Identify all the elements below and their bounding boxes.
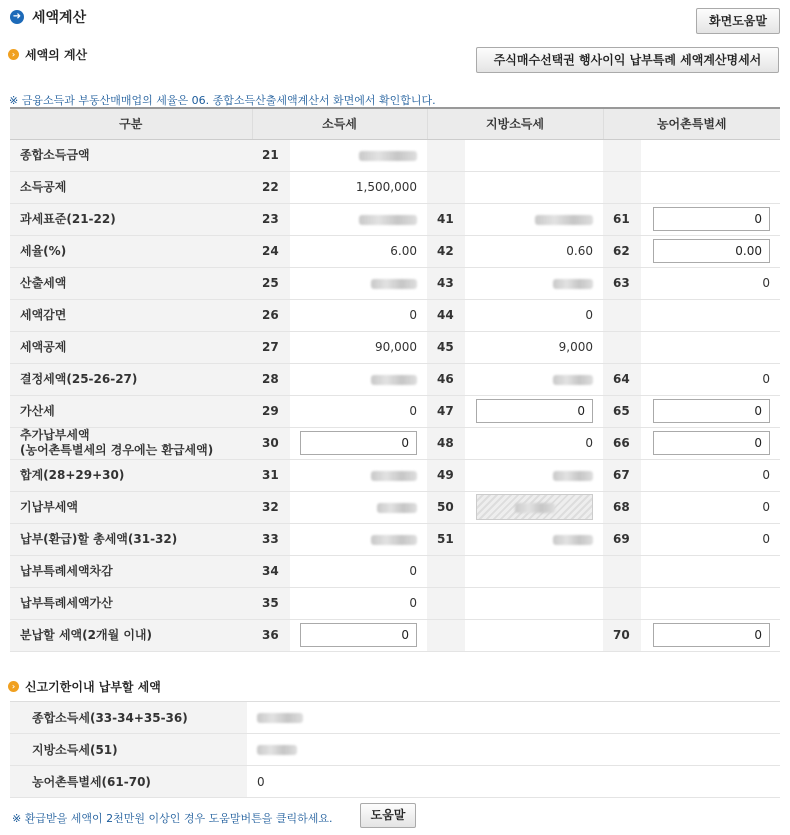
page-header [10, 6, 86, 28]
notice-text: ※ 금융소득과 부동산매매업의 세율은 06. 종합소득산출세액계산서 화면에서 확인합니다. [9, 94, 436, 107]
table-row [10, 331, 780, 363]
arrow-right-circle-icon: ➜ [10, 10, 24, 24]
row-number: 22 [252, 171, 290, 203]
table-row [10, 363, 780, 395]
table-row [10, 491, 780, 523]
row-number: 70 [603, 619, 641, 651]
tax-base-rural-input[interactable]: 0 [653, 207, 770, 231]
row-value: 0 [290, 555, 427, 587]
row-number: 34 [252, 555, 290, 587]
help-button[interactable]: 도움말 [360, 803, 416, 828]
row-label: 산출세액 [10, 267, 252, 299]
row-value: 0.60 [465, 235, 603, 267]
installment-tax-income-input[interactable]: 0 [300, 623, 417, 647]
bullet-icon: › [8, 49, 19, 60]
summary-value: 0 [247, 766, 780, 798]
row-number: 31 [252, 459, 290, 491]
column-header-category: 구분 [10, 108, 252, 139]
table-row [10, 139, 780, 171]
row-value: 0 [641, 459, 780, 491]
row-label: 소득공제 [10, 171, 252, 203]
row-value: 0 [290, 587, 427, 619]
row-label: 결정세액(25-26-27) [10, 363, 252, 395]
row-number: 64 [603, 363, 641, 395]
row-number: 68 [603, 491, 641, 523]
row-number: 69 [603, 523, 641, 555]
row-value: 0 [641, 523, 780, 555]
row-value: 0 [290, 299, 427, 331]
row-label: 분납할 세액(2개월 이내) [10, 619, 252, 651]
table-row [10, 267, 780, 299]
row-number: 49 [427, 459, 465, 491]
penalty-tax-rural-input[interactable]: 0 [653, 399, 770, 423]
row-number: 33 [252, 523, 290, 555]
payable-tax-summary-table [10, 701, 780, 798]
row-number: 62 [603, 235, 641, 267]
row-label: 세액공제 [10, 331, 252, 363]
value-masked [290, 203, 427, 235]
value-masked [465, 523, 603, 555]
value-masked [290, 523, 427, 555]
summary-row [10, 734, 780, 766]
row-number: 27 [252, 331, 290, 363]
row-number: 32 [252, 491, 290, 523]
value-masked [290, 267, 427, 299]
row-value: 0 [465, 427, 603, 459]
row-number: 23 [252, 203, 290, 235]
row-label-sub: (농어촌특별세의 경우에는 환급세액) [20, 443, 214, 457]
row-number: 24 [252, 235, 290, 267]
row-number: 48 [427, 427, 465, 459]
table-row [10, 203, 780, 235]
refund-notice-text: ※ 환급받을 세액이 2천만원 이상인 경우 도움말버튼을 클릭하세요. [12, 812, 333, 825]
row-number: 28 [252, 363, 290, 395]
row-label: 종합소득금액 [10, 139, 252, 171]
section-payable-tax-header [8, 677, 161, 695]
table-row [10, 523, 780, 555]
row-number: 36 [252, 619, 290, 651]
row-number: 35 [252, 587, 290, 619]
row-number: 41 [427, 203, 465, 235]
value-masked [290, 491, 427, 523]
summary-label: 지방소득세(51) [10, 734, 247, 766]
screen-help-button[interactable]: 화면도움말 [696, 8, 780, 34]
row-value: 0 [641, 363, 780, 395]
row-label: 가산세 [10, 395, 252, 427]
row-number: 46 [427, 363, 465, 395]
table-row [10, 427, 780, 459]
row-number: 63 [603, 267, 641, 299]
row-number: 45 [427, 331, 465, 363]
row-label: 납부특례세액차감 [10, 555, 252, 587]
row-label: 납부(환급)할 총세액(31-32) [10, 523, 252, 555]
row-number: 51 [427, 523, 465, 555]
row-label: 합계(28+29+30) [10, 459, 252, 491]
row-value: 90,000 [290, 331, 427, 363]
row-number: 30 [252, 427, 290, 459]
value-masked [465, 459, 603, 491]
table-row [10, 459, 780, 491]
row-value: 0 [290, 395, 427, 427]
value-masked [290, 363, 427, 395]
row-label: 과세표준(21-22) [10, 203, 252, 235]
value-masked [465, 203, 603, 235]
value-masked [465, 267, 603, 299]
table-row [10, 619, 780, 651]
row-value: 6.00 [290, 235, 427, 267]
additional-tax-income-input[interactable]: 0 [300, 431, 417, 455]
row-number: 66 [603, 427, 641, 459]
table-header-row [10, 108, 780, 139]
row-label: 세액감면 [10, 299, 252, 331]
column-header-local-income-tax: 지방소득세 [427, 108, 603, 139]
row-number: 29 [252, 395, 290, 427]
table-row [10, 395, 780, 427]
row-label: 기납부세액 [10, 491, 252, 523]
row-value: 0 [465, 299, 603, 331]
row-number: 47 [427, 395, 465, 427]
row-label: 세율(%) [10, 235, 252, 267]
column-header-income-tax: 소득세 [252, 108, 427, 139]
tax-rate-rural-input[interactable]: 0.00 [653, 239, 770, 263]
section-title: 세액의 계산 [25, 47, 88, 62]
row-number: 44 [427, 299, 465, 331]
value-masked [290, 139, 427, 171]
summary-label: 종합소득세(33-34+35-36) [10, 702, 247, 734]
value-masked [290, 459, 427, 491]
row-number: 50 [427, 491, 465, 523]
table-row [10, 235, 780, 267]
table-row [10, 299, 780, 331]
value-masked [247, 702, 780, 734]
summary-label: 농어촌특별세(61-70) [10, 766, 247, 798]
row-value: 9,000 [465, 331, 603, 363]
value-masked [247, 734, 780, 766]
section-title: 신고기한이내 납부할 세액 [25, 679, 161, 694]
penalty-tax-local-input[interactable]: 0 [476, 399, 593, 423]
column-header-rural-special-tax: 농어촌특별세 [603, 108, 780, 139]
row-value: 0 [641, 491, 780, 523]
bullet-icon: › [8, 681, 19, 692]
installment-tax-rural-input[interactable]: 0 [653, 623, 770, 647]
row-number: 42 [427, 235, 465, 267]
row-number: 26 [252, 299, 290, 331]
summary-row [10, 702, 780, 734]
value-masked [465, 363, 603, 395]
table-row [10, 587, 780, 619]
row-number: 67 [603, 459, 641, 491]
table-row [10, 171, 780, 203]
prepaid-tax-local-disabled-input [476, 494, 593, 520]
row-label: 납부특례세액가산 [10, 587, 252, 619]
row-number: 43 [427, 267, 465, 299]
section-tax-calculation-header [8, 45, 87, 63]
tax-calculation-table [10, 107, 780, 652]
page-title: 세액계산 [32, 10, 87, 26]
table-row [10, 555, 780, 587]
row-value: 0 [641, 267, 780, 299]
row-label: 추가납부세액 (농어촌특별세의 경우에는 환급세액) [10, 427, 252, 459]
row-number: 21 [252, 139, 290, 171]
row-number: 25 [252, 267, 290, 299]
row-number: 61 [603, 203, 641, 235]
additional-tax-rural-input[interactable]: 0 [653, 431, 770, 455]
row-number: 65 [603, 395, 641, 427]
row-value: 1,500,000 [290, 171, 427, 203]
stock-option-special-tax-statement-button[interactable]: 주식매수선택권 행사이익 납부특례 세액계산명세서 [476, 47, 779, 73]
summary-row [10, 766, 780, 798]
